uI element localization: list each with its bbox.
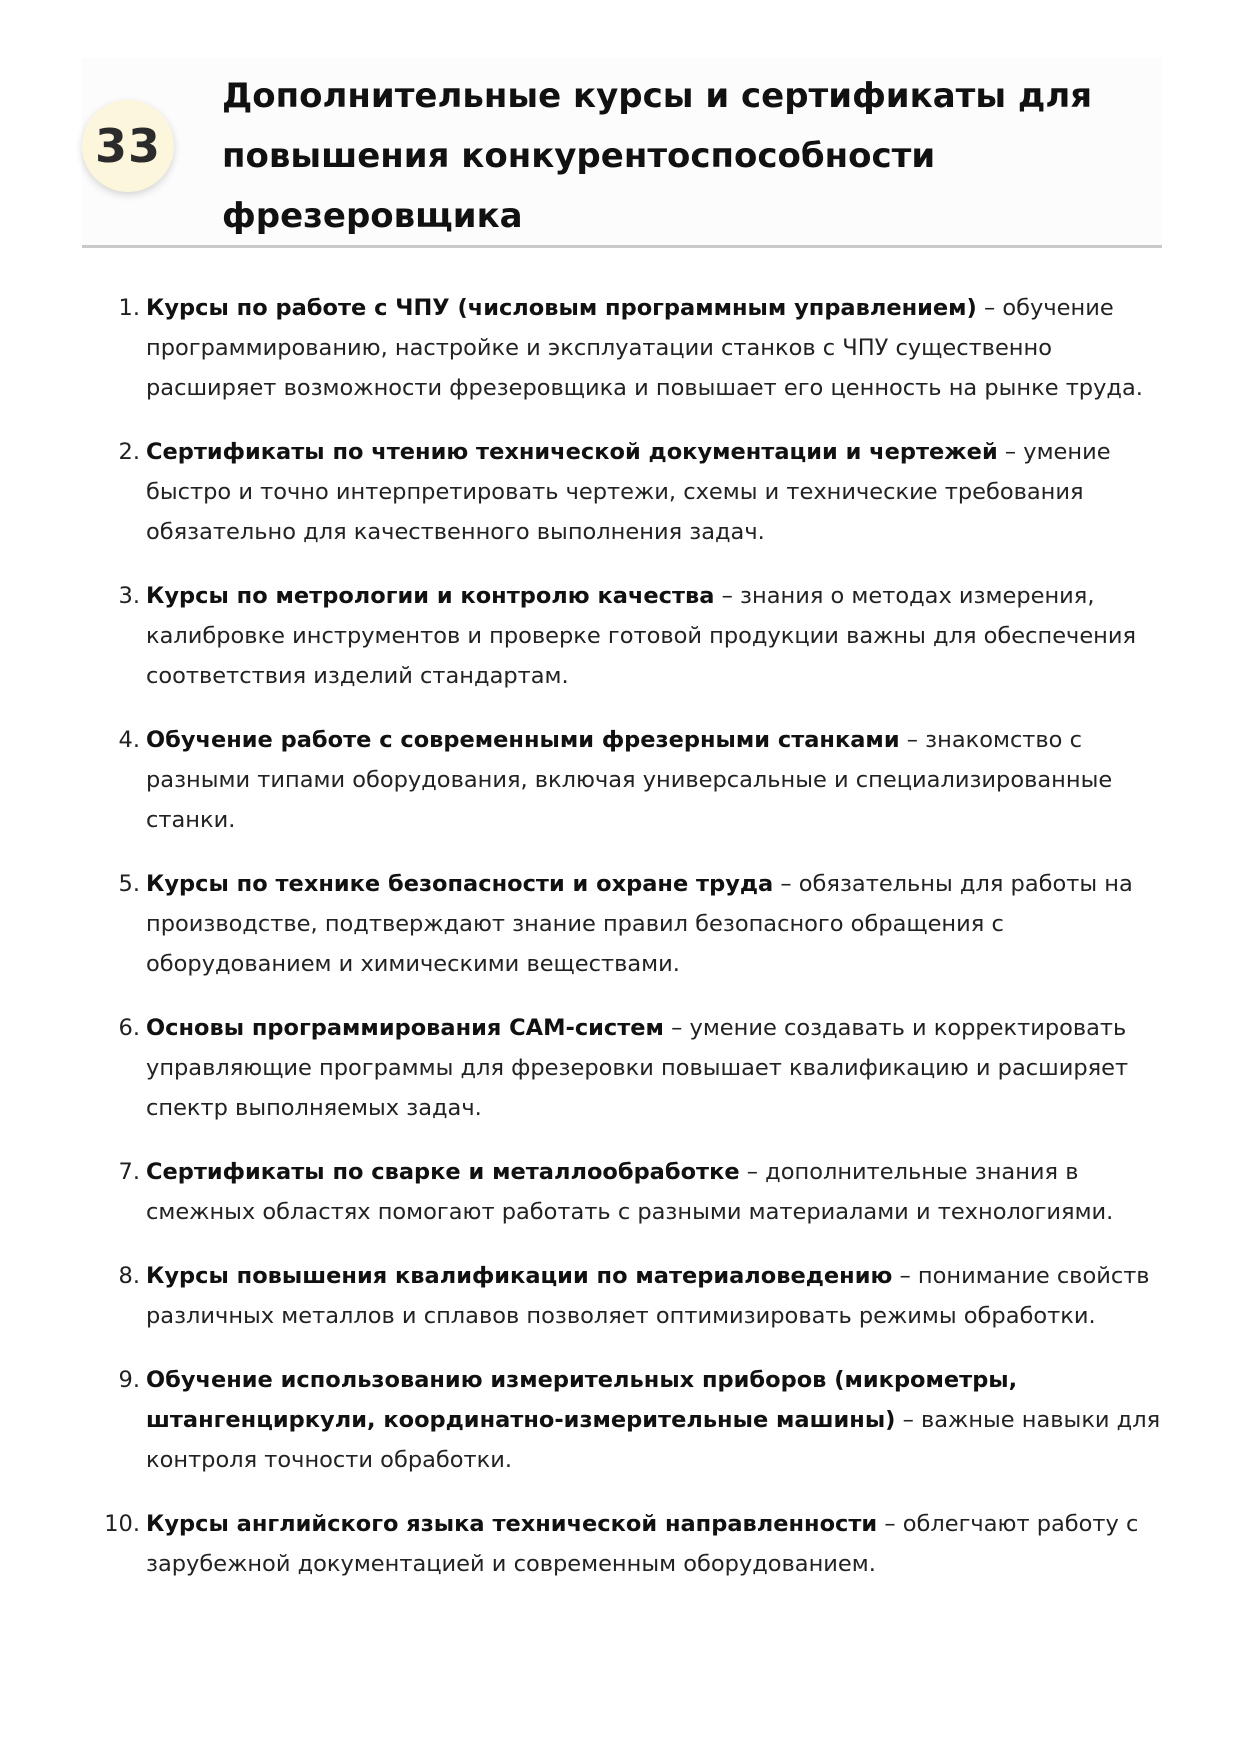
list-item-text: – понимание свойств различных металлов и сплавов позволяет оптимизировать режимы обработки. — [146, 1263, 1150, 1329]
list-item-text: – умение создавать и корректировать управляющие программы для фрезеровки повышает квалификацию и расширяет спектр выполняемых задач. — [146, 1015, 1129, 1121]
list-item — [100, 432, 1162, 552]
list-item-title: Курсы английского языка технической направленности — [146, 1511, 878, 1537]
list-item-title: Обучение использованию измерительных приборов (микрометры, штангенциркули, координатно-измерительные машины) — [146, 1367, 1018, 1433]
list-item — [100, 1504, 1162, 1584]
list-item-text: – знакомство с разными типами оборудования, включая универсальные и специализированные станки. — [146, 727, 1113, 833]
list-item-text: – умение быстро и точно интерпретировать чертежи, схемы и технические требования обязательно для качественного выполнения задач. — [146, 439, 1111, 545]
list-item-title: Сертификаты по чтению технической документации и чертежей — [146, 439, 998, 465]
list-item-number: 3. — [118, 583, 140, 609]
list-item-number: 10. — [104, 1511, 140, 1537]
list-item — [100, 1008, 1162, 1128]
list-item-text: – обязательны для работы на производстве, подтверждают знание правил безопасного обращения с оборудованием и химическими веществами. — [146, 871, 1133, 977]
list-item-number: 1. — [118, 295, 140, 321]
list-item-text: – знания о методах измерения, калибровке инструментов и проверке готовой продукции важны для обеспечения соответствия изделий стандартам. — [146, 583, 1137, 689]
list-item-title: Курсы по метрологии и контролю качества — [146, 583, 715, 609]
list-item-title: Курсы по технике безопасности и охране труда — [146, 871, 774, 897]
list-item — [100, 864, 1162, 984]
list-item-title: Курсы повышения квалификации по материаловедению — [146, 1263, 893, 1289]
list-item-number: 4. — [118, 727, 140, 753]
list-item-number: 6. — [118, 1015, 140, 1041]
list-item-text: – дополнительные знания в смежных областях помогают работать с разными материалами и технологиями. — [146, 1159, 1114, 1225]
list-item-title: Обучение работе с современными фрезерными станками — [146, 727, 900, 753]
list-item-number: 7. — [118, 1159, 140, 1185]
list-item-number: 8. — [118, 1263, 140, 1289]
list-item — [100, 288, 1162, 408]
list-item-number: 9. — [118, 1367, 140, 1393]
list-item-title: Основы программирования CAM-систем — [146, 1015, 664, 1041]
list-item-text: – важные навыки для контроля точности обработки. — [146, 1407, 1161, 1473]
list-item — [100, 1360, 1162, 1480]
list-item — [100, 720, 1162, 840]
courses-list — [100, 288, 1162, 1608]
list-item — [100, 1256, 1162, 1336]
list-item-text: – обучение программированию, настройке и эксплуатации станков с ЧПУ существенно расширяет возможности фрезеровщика и повышает его ценность на рынке труда. — [146, 295, 1143, 401]
list-item-number: 5. — [118, 871, 140, 897]
section-header — [82, 58, 1162, 248]
list-item-title: Сертификаты по сварке и металлообработке — [146, 1159, 740, 1185]
section-number-badge: 33 — [82, 100, 174, 192]
list-item-title: Курсы по работе с ЧПУ (числовым программным управлением) — [146, 295, 977, 321]
page-title: Дополнительные курсы и сертификаты для повышения конкурентоспособности фрезеровщика — [222, 76, 1093, 236]
list-item-text: – облегчают работу с зарубежной документацией и современным оборудованием. — [146, 1511, 1139, 1577]
list-item — [100, 1152, 1162, 1232]
list-item — [100, 576, 1162, 696]
list-item-number: 2. — [118, 439, 140, 465]
